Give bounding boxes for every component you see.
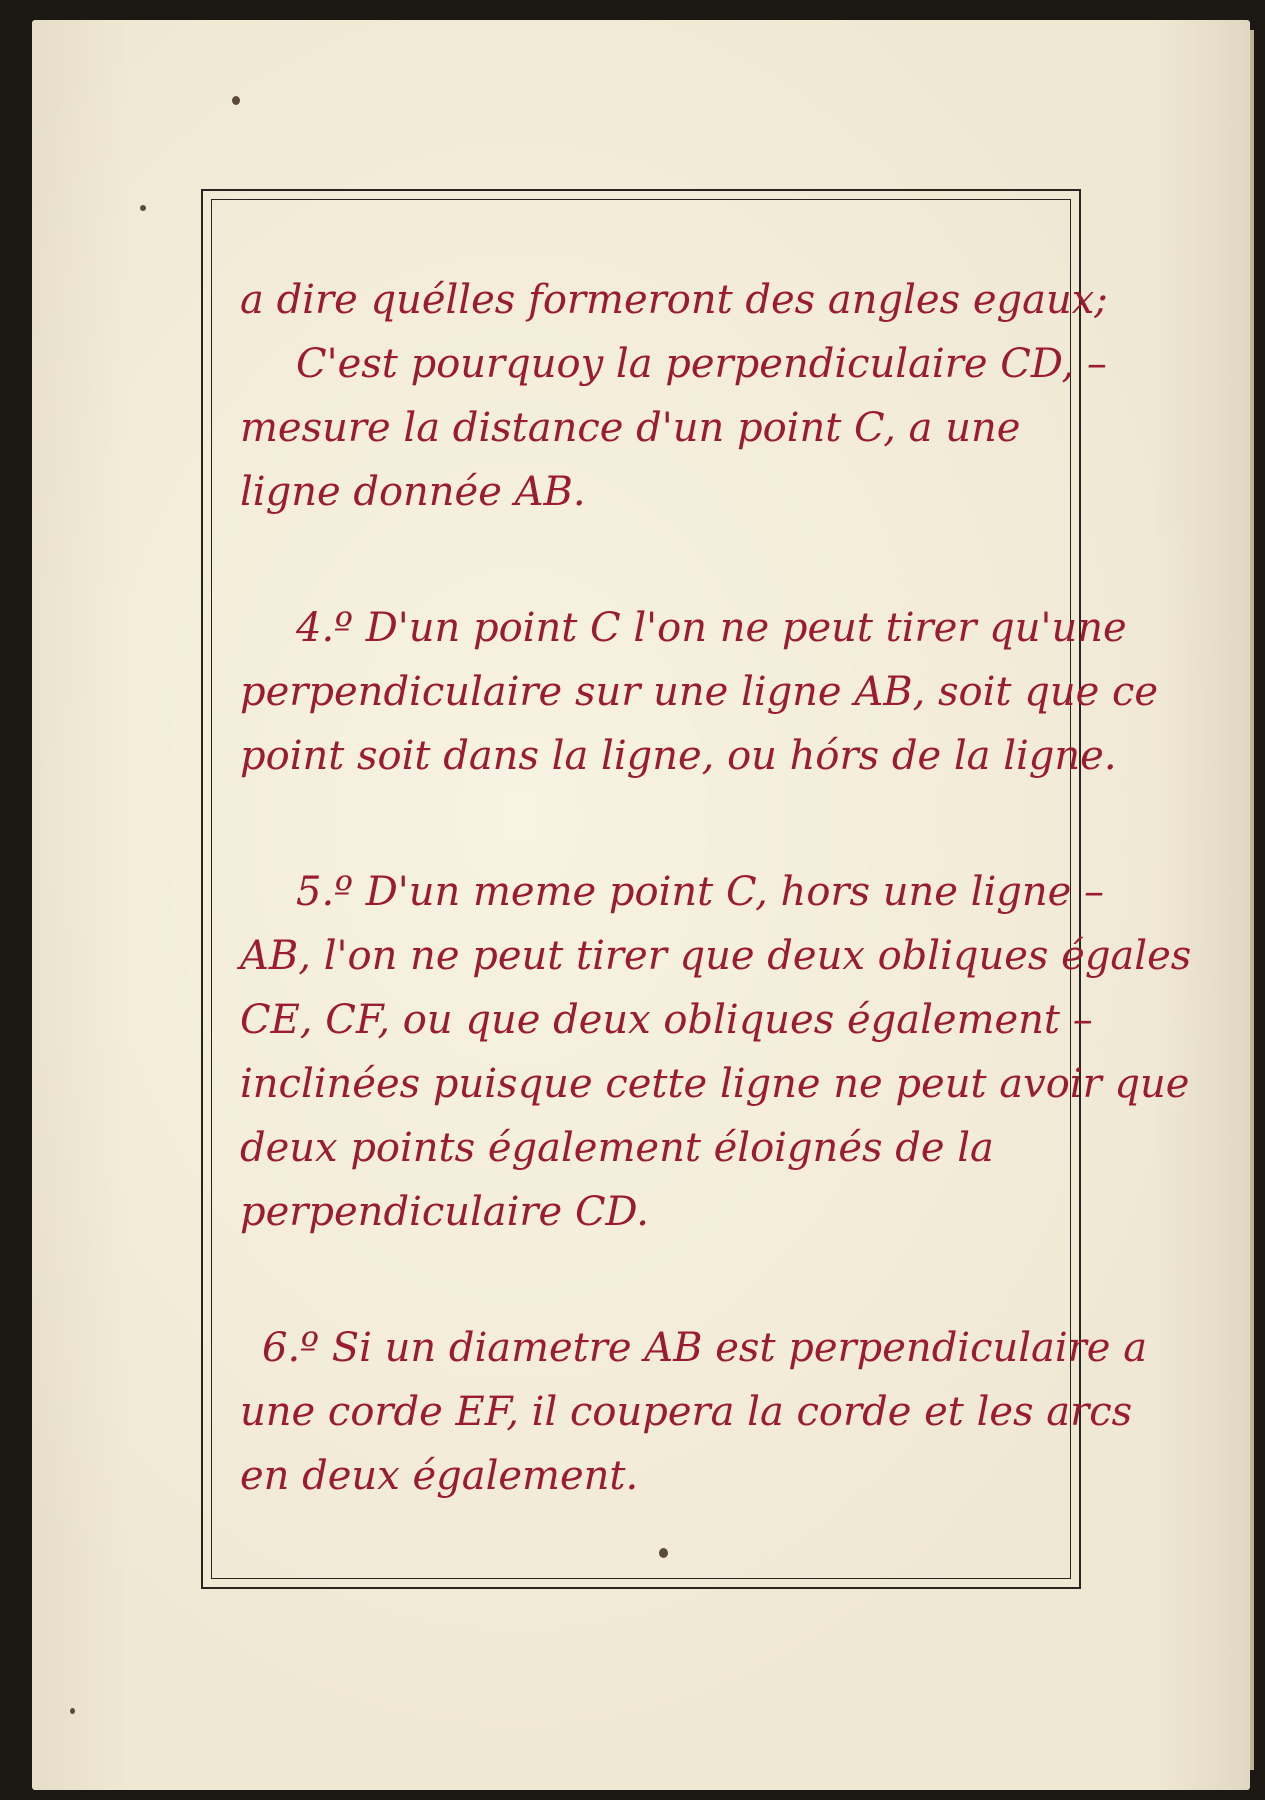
paragraph-1 <box>240 268 1108 524</box>
text-line: 5.º D'un meme point C, hors une ligne – <box>296 869 1105 915</box>
text-line: en deux également. <box>240 1453 639 1499</box>
text-line: perpendiculaire sur une ligne AB, soit que ce <box>240 669 1159 715</box>
paragraph-4 <box>240 1316 1148 1508</box>
ink-speck <box>232 96 240 105</box>
text-line: perpendiculaire CD. <box>240 1189 649 1235</box>
text-line: C'est pourquoy la perpendiculaire CD, – <box>296 341 1107 387</box>
text-line: ligne donnée AB. <box>240 469 586 515</box>
manuscript-text <box>240 268 1192 1508</box>
text-line: 6.º Si un diametre AB est perpendiculaire a <box>262 1325 1148 1371</box>
text-line: AB, l'on ne peut tirer que deux obliques égales <box>240 933 1192 979</box>
text-line: CE, CF, ou que deux obliques également – <box>240 997 1093 1043</box>
text-line: 4.º D'un point C l'on ne peut tirer qu'une <box>296 605 1127 651</box>
text-line: mesure la distance d'un point C, a une <box>240 405 1021 451</box>
text-line: a dire quélles formeront des angles egaux; <box>240 277 1108 323</box>
text-line: point soit dans la ligne, ou hórs de la ligne. <box>240 733 1117 779</box>
paragraph-2 <box>240 596 1159 788</box>
ink-speck <box>70 1708 75 1714</box>
text-line: une corde EF, il coupera la corde et les arcs <box>240 1389 1133 1435</box>
paragraph-3 <box>240 860 1192 1244</box>
text-line: inclinées puisque cette ligne ne peut avoir que <box>240 1061 1190 1107</box>
ink-speck <box>140 205 146 211</box>
text-line: deux points également éloignés de la <box>240 1125 994 1171</box>
